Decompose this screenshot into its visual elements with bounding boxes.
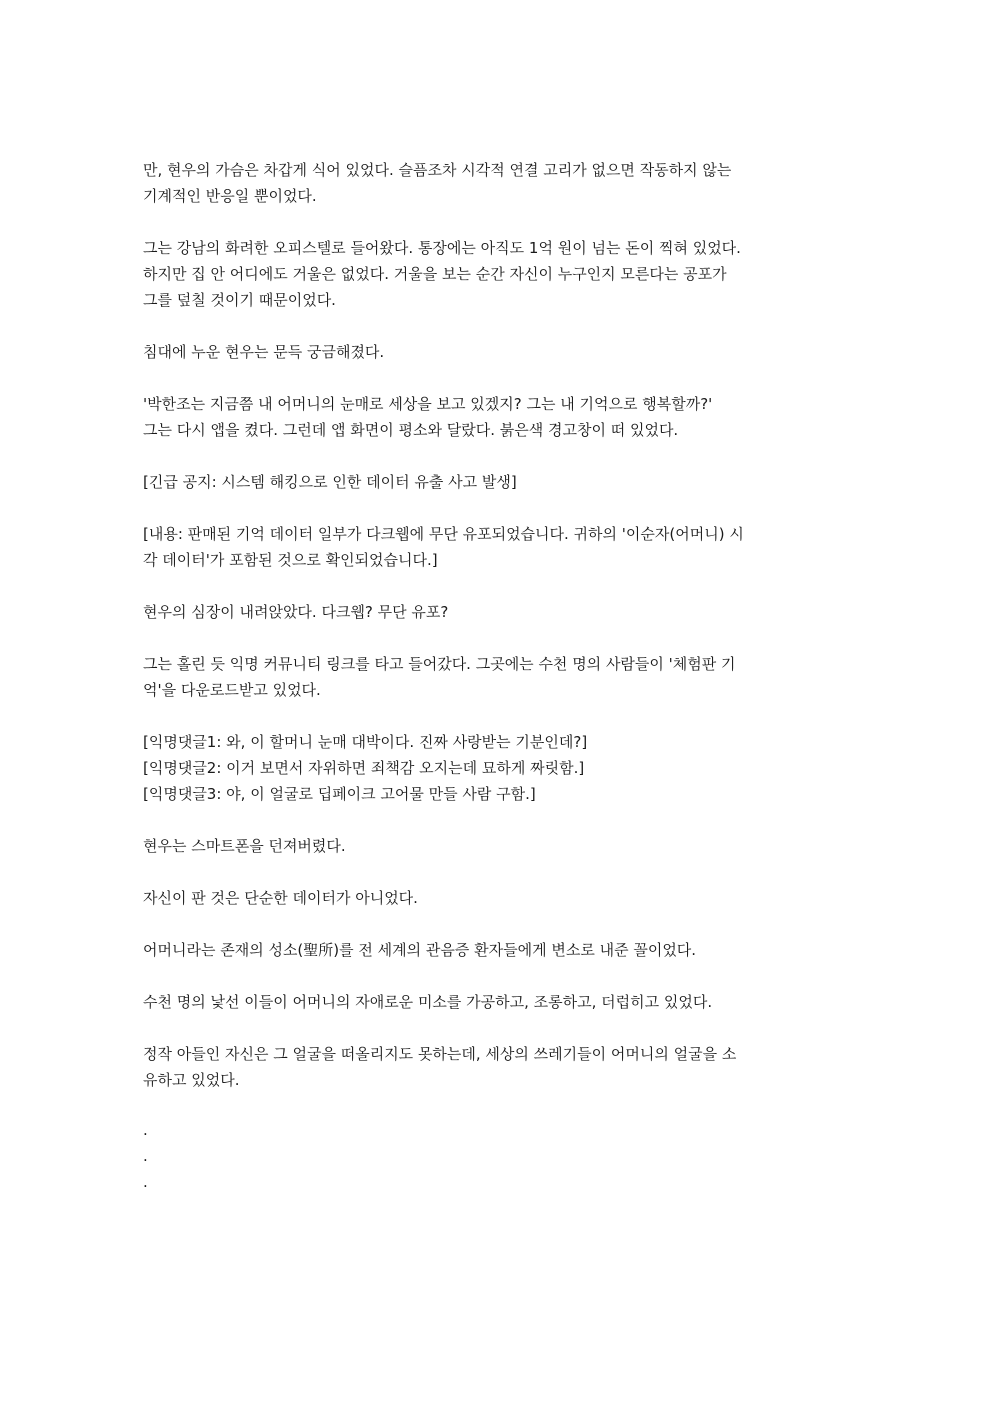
paragraph xyxy=(143,235,851,313)
paragraph xyxy=(143,1041,851,1093)
paragraph xyxy=(143,157,851,209)
paragraph xyxy=(143,651,851,703)
text-line: [익명댓글3: 야, 이 얼굴로 딥페이크 고어물 만들 사람 구함.] xyxy=(143,785,536,803)
paragraph xyxy=(143,833,851,859)
paragraph xyxy=(143,391,851,443)
text-line: [긴급 공지: 시스템 해킹으로 인한 데이터 유출 사고 발생] xyxy=(143,473,517,491)
text-line: [익명댓글1: 와, 이 할머니 눈매 대박이다. 진짜 사랑받는 기분인데?] xyxy=(143,733,588,751)
text-line: 어머니라는 존재의 성소(聖所)를 전 세계의 관음증 환자들에게 변소로 내준 꼴이었다. xyxy=(143,941,697,959)
text-line: '박한조는 지금쯤 내 어머니의 눈매로 세상을 보고 있겠지? 그는 내 기억으로 행복할까?' xyxy=(143,395,713,413)
paragraph xyxy=(143,469,851,495)
paragraph xyxy=(143,885,851,911)
text-line: 만, 현우의 가슴은 차갑게 식어 있었다. 슬픔조차 시각적 연결 고리가 없으면 작동하지 않는 xyxy=(143,161,732,179)
text-line: 기계적인 반응일 뿐이었다. xyxy=(143,187,317,205)
dot: . xyxy=(143,1121,148,1139)
dot: . xyxy=(143,1173,148,1191)
text-line: 유하고 있었다. xyxy=(143,1071,240,1089)
paragraph xyxy=(143,937,851,963)
text-line: [익명댓글2: 이거 보면서 자위하면 죄책감 오지는데 묘하게 짜릿함.] xyxy=(143,759,585,777)
paragraph xyxy=(143,989,851,1015)
text-line: 그를 덮칠 것이기 때문이었다. xyxy=(143,291,336,309)
document-body xyxy=(143,157,851,1195)
text-line: 각 데이터'가 포함된 것으로 확인되었습니다.] xyxy=(143,551,438,569)
text-line: 침대에 누운 현우는 문득 궁금해졌다. xyxy=(143,343,385,361)
paragraph xyxy=(143,729,851,807)
text-line: 현우는 스마트폰을 던져버렸다. xyxy=(143,837,346,855)
paragraph xyxy=(143,521,851,573)
paragraph xyxy=(143,339,851,365)
text-line: 자신이 판 것은 단순한 데이터가 아니었다. xyxy=(143,889,418,907)
paragraph xyxy=(143,599,851,625)
text-line: 현우의 심장이 내려앉았다. 다크웹? 무단 유포? xyxy=(143,603,449,621)
text-line: 수천 명의 낯선 이들이 어머니의 자애로운 미소를 가공하고, 조롱하고, 더럽히고 있었다. xyxy=(143,993,713,1011)
text-line: 그는 다시 앱을 켰다. 그런데 앱 화면이 평소와 달랐다. 붉은색 경고창이 떠 있었다. xyxy=(143,421,679,439)
text-line: [내용: 판매된 기억 데이터 일부가 다크웹에 무단 유포되었습니다. 귀하의 '이순자(어머니) 시 xyxy=(143,525,744,543)
section-break-dots xyxy=(143,1117,851,1195)
text-line: 그는 강남의 화려한 오피스텔로 들어왔다. 통장에는 아직도 1억 원이 넘는 돈이 찍혀 있었다. xyxy=(143,239,741,257)
text-line: 하지만 집 안 어디에도 거울은 없었다. 거울을 보는 순간 자신이 누구인지 모른다는 공포가 xyxy=(143,265,727,283)
text-line: 그는 홀린 듯 익명 커뮤니티 링크를 타고 들어갔다. 그곳에는 수천 명의 사람들이 '체험판 기 xyxy=(143,655,736,673)
dot: . xyxy=(143,1147,148,1165)
text-line: 억'을 다운로드받고 있었다. xyxy=(143,681,321,699)
text-line: 정작 아들인 자신은 그 얼굴을 떠올리지도 못하는데, 세상의 쓰레기들이 어머니의 얼굴을 소 xyxy=(143,1045,737,1063)
